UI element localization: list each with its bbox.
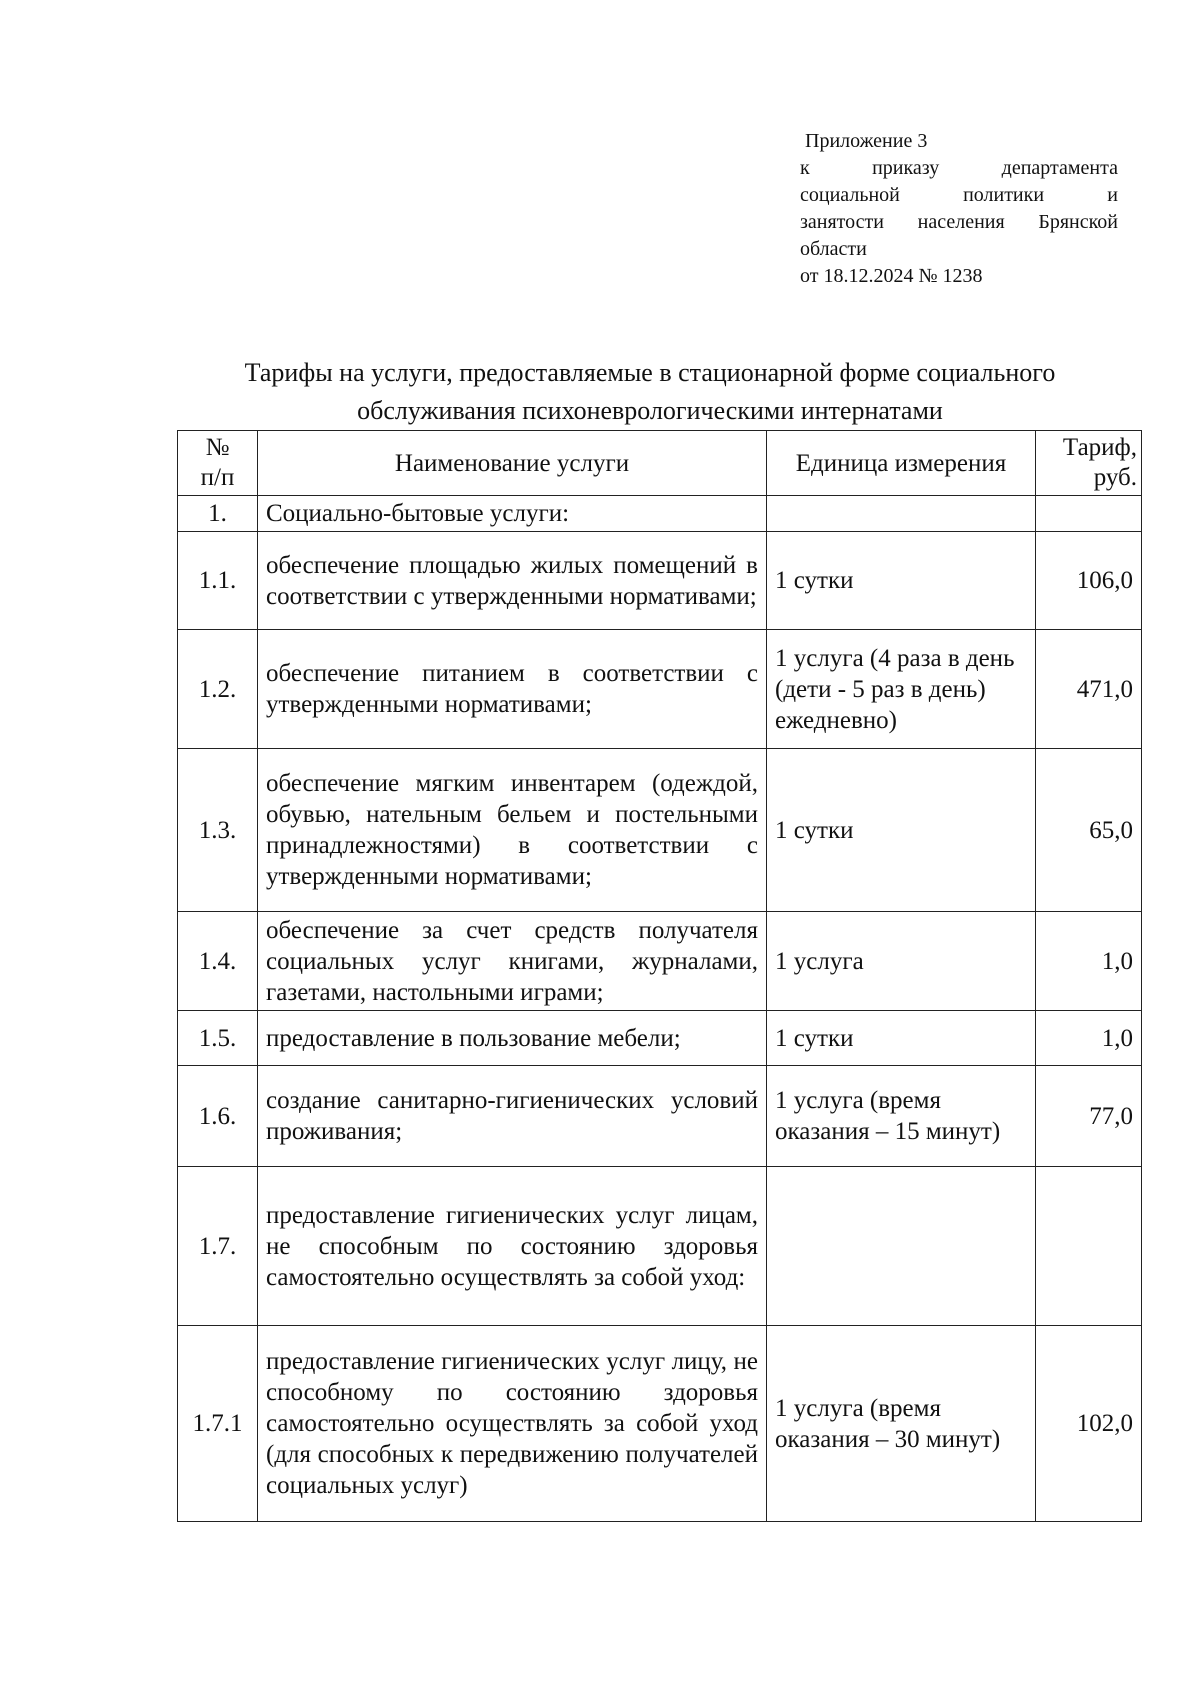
header-tariff	[1036, 431, 1142, 496]
section-heading: Социально-бытовые услуги:	[258, 496, 767, 532]
row-unit: 1 услуга (4 раза в день (дети - 5 раз в день) ежедневно)	[767, 630, 1036, 749]
document-title-line-1: Тарифы на услуги, предоставляемые в стационарной форме социального	[244, 358, 1056, 387]
table-row	[178, 1011, 1142, 1066]
row-service-name: обеспечение площадью жилых помещений в соответствии с утвержденными нормативами;	[258, 532, 767, 630]
row-service-name: создание санитарно-гигиенических условий проживания;	[258, 1066, 767, 1167]
header-service-name: Наименование услуги	[258, 431, 767, 496]
header-tariff-line-2: руб.	[1093, 464, 1137, 491]
row-number: 1.5.	[178, 1011, 258, 1066]
table-row	[178, 496, 1142, 532]
row-number: 1.7.1	[178, 1326, 258, 1522]
table-row	[178, 1066, 1142, 1167]
row-price: 1,0	[1036, 1011, 1142, 1066]
row-price: 77,0	[1036, 1066, 1142, 1167]
table-row	[178, 1167, 1142, 1326]
table-row	[178, 532, 1142, 630]
row-price: 65,0	[1036, 749, 1142, 912]
table-row	[178, 1326, 1142, 1522]
row-service-name: предоставление гигиенических услуг лицу, не способному по состоянию здоровья самостоятельно осуществлять за собой уход (для способных к передвижению получателей социальных услуг)	[258, 1326, 767, 1522]
appendix-line: социальной политики и	[800, 184, 1118, 206]
row-price	[1036, 496, 1142, 532]
row-price	[1036, 1167, 1142, 1326]
row-price: 106,0	[1036, 532, 1142, 630]
row-number: 1.6.	[178, 1066, 258, 1167]
header-number	[178, 431, 258, 496]
appendix-date-number: от 18.12.2024 № 1238	[800, 265, 983, 287]
row-service-name: предоставление гигиенических услуг лицам, не способным по состоянию здоровья самостоятельно осуществлять за собой уход:	[258, 1167, 767, 1326]
document-title-line-2: обслуживания психоневрологическими интернатами	[357, 396, 943, 425]
row-service-name: обеспечение питанием в соответствии с утвержденными нормативами;	[258, 630, 767, 749]
header-unit: Единица измерения	[767, 431, 1036, 496]
appendix-title: Приложение 3	[805, 130, 928, 152]
row-unit	[767, 1167, 1036, 1326]
row-service-name: обеспечение за счет средств получателя социальных услуг книгами, журналами, газетами, настольными играми;	[258, 912, 767, 1011]
tariffs-table	[177, 430, 1142, 1522]
row-number: 1.	[178, 496, 258, 532]
row-number: 1.3.	[178, 749, 258, 912]
table-header-row	[178, 431, 1142, 496]
header-tariff-line-1: Тариф,	[1062, 434, 1137, 461]
appendix-block	[800, 128, 1118, 290]
row-unit: 1 сутки	[767, 532, 1036, 630]
appendix-line: к приказу департамента	[800, 157, 1118, 179]
appendix-line: области	[800, 238, 867, 260]
table-row	[178, 749, 1142, 912]
row-unit	[767, 496, 1036, 532]
row-unit: 1 услуга (время оказания – 15 минут)	[767, 1066, 1036, 1167]
row-unit: 1 услуга (время оказания – 30 минут)	[767, 1326, 1036, 1522]
row-price: 1,0	[1036, 912, 1142, 1011]
row-unit: 1 сутки	[767, 749, 1036, 912]
header-number-sign: №	[205, 434, 230, 461]
row-price: 102,0	[1036, 1326, 1142, 1522]
row-service-name: предоставление в пользование мебели;	[258, 1011, 767, 1066]
row-unit: 1 сутки	[767, 1011, 1036, 1066]
row-number: 1.2.	[178, 630, 258, 749]
table-row	[178, 630, 1142, 749]
row-number: 1.4.	[178, 912, 258, 1011]
row-number: 1.1.	[178, 532, 258, 630]
row-price: 471,0	[1036, 630, 1142, 749]
row-service-name: обеспечение мягким инвентарем (одеждой, обувью, нательным бельем и постельными принадлежностями) в соответствии с утвержденными нормативами;	[258, 749, 767, 912]
header-number-abbr: п/п	[200, 464, 235, 491]
row-number: 1.7.	[178, 1167, 258, 1326]
document-title	[170, 354, 1130, 430]
row-unit: 1 услуга	[767, 912, 1036, 1011]
appendix-line: занятости населения Брянской	[800, 211, 1118, 233]
table-row	[178, 912, 1142, 1011]
